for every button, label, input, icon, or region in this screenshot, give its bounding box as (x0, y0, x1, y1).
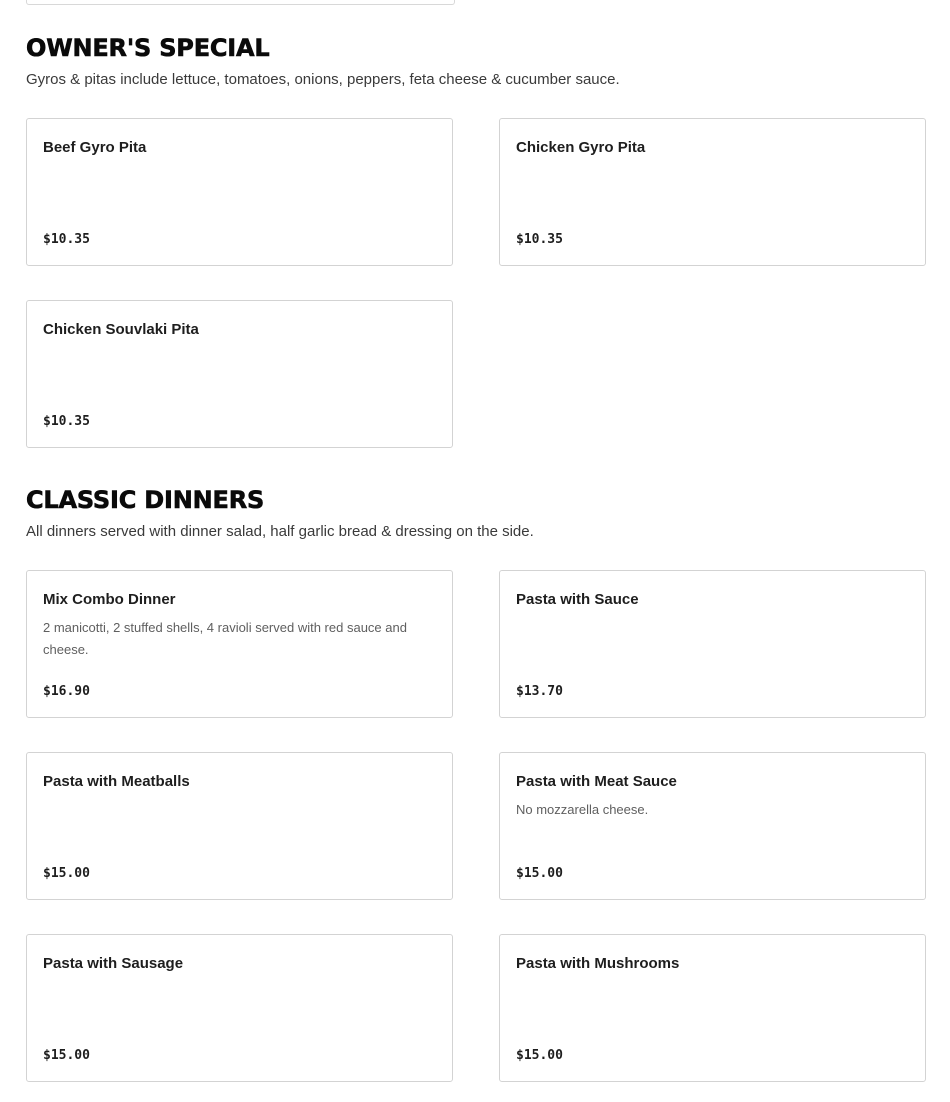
menu-item-name: Chicken Gyro Pita (516, 139, 646, 156)
menu-item-name: Pasta with Sausage (43, 955, 184, 972)
section-title: CLASSIC DINNERS (26, 486, 265, 514)
menu-section-classic-dinners (26, 486, 928, 1063)
menu-item-price: $15.00 (43, 1048, 90, 1063)
menu-item-description: 2 manicotti, 2 stuffed shells, 4 ravioli served with red sauce and cheese. (43, 620, 407, 657)
menu-item-price: $15.00 (516, 1048, 563, 1063)
menu-item-card-partial[interactable] (26, 0, 455, 5)
menu-section-owners-special (26, 34, 928, 429)
menu-item-name: Beef Gyro Pita (43, 139, 147, 156)
menu-item-card[interactable] (26, 300, 453, 448)
menu-item-price: $15.00 (516, 866, 563, 881)
menu-item-card[interactable] (499, 934, 926, 1082)
menu-item-price: $10.35 (43, 232, 90, 247)
section-description: All dinners served with dinner salad, half garlic bread & dressing on the side. (26, 523, 534, 540)
menu-item-price: $10.35 (43, 414, 90, 429)
menu-item-name: Pasta with Sauce (516, 591, 639, 608)
menu-item-price: $13.70 (516, 684, 563, 699)
menu-item-price: $15.00 (43, 866, 90, 881)
menu-item-card[interactable] (499, 118, 926, 266)
section-description: Gyros & pitas include lettuce, tomatoes, onions, peppers, feta cheese & cucumber sauce. (26, 71, 620, 88)
menu-item-description: No mozzarella cheese. (516, 802, 649, 817)
menu-item-price: $16.90 (43, 684, 90, 699)
menu-item-name: Chicken Souvlaki Pita (43, 321, 199, 338)
menu-item-price: $10.35 (516, 232, 563, 247)
section-title: OWNER'S SPECIAL (26, 34, 270, 62)
menu-item-card[interactable] (26, 752, 453, 900)
menu-item-card[interactable] (26, 570, 453, 718)
menu-item-name: Pasta with Mushrooms (516, 955, 680, 972)
menu-item-name: Pasta with Meat Sauce (516, 773, 677, 790)
menu-item-card[interactable] (26, 934, 453, 1082)
menu-item-name: Pasta with Meatballs (43, 773, 190, 790)
menu-item-name: Mix Combo Dinner (43, 591, 176, 608)
menu-item-card[interactable] (499, 752, 926, 900)
menu-item-card[interactable] (499, 570, 926, 718)
menu-item-card[interactable] (26, 118, 453, 266)
